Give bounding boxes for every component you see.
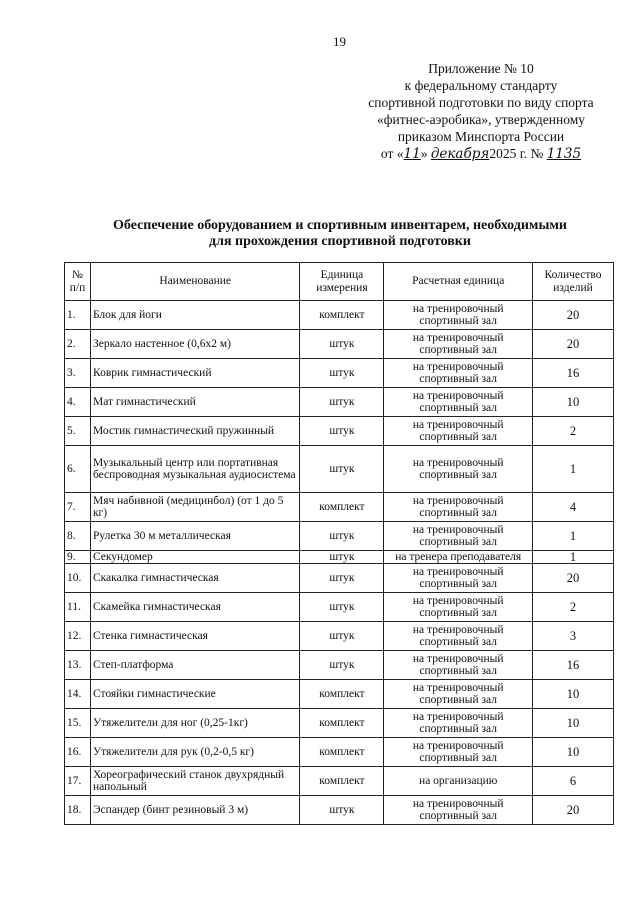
item-calc-unit: на тренировочный спортивный зал xyxy=(384,796,533,825)
table-row xyxy=(65,680,614,709)
item-quantity: 20 xyxy=(533,796,614,825)
table-row xyxy=(65,796,614,825)
item-calc-unit: на тренировочный спортивный зал xyxy=(384,446,533,493)
item-unit: комплект xyxy=(300,767,384,796)
table-row xyxy=(65,564,614,593)
item-name: Стояйки гимнастические xyxy=(90,680,300,709)
item-unit: комплект xyxy=(300,738,384,767)
table-header-row xyxy=(65,263,614,301)
item-quantity: 10 xyxy=(533,680,614,709)
row-number: 1. xyxy=(65,301,91,330)
row-number: 3. xyxy=(65,359,91,388)
item-quantity: 10 xyxy=(533,709,614,738)
item-unit: штук xyxy=(300,651,384,680)
row-number: 4. xyxy=(65,388,91,417)
row-number: 11. xyxy=(65,593,91,622)
item-calc-unit: на тренировочный спортивный зал xyxy=(384,522,533,551)
item-unit: комплект xyxy=(300,709,384,738)
item-quantity: 6 xyxy=(533,767,614,796)
appendix-line: к федеральному стандарту xyxy=(404,78,558,93)
item-unit: штук xyxy=(300,359,384,388)
item-calc-unit: на тренировочный спортивный зал xyxy=(384,330,533,359)
item-name: Степ-платформа xyxy=(90,651,300,680)
row-number: 2. xyxy=(65,330,91,359)
table-row xyxy=(65,359,614,388)
item-unit: штук xyxy=(300,593,384,622)
item-name: Скамейка гимнастическая xyxy=(90,593,300,622)
item-unit: штук xyxy=(300,796,384,825)
table-row xyxy=(65,301,614,330)
header-calc-unit: Расчетная единица xyxy=(384,263,533,301)
handwritten-number: 1135 xyxy=(546,146,582,162)
appendix-line: «фитнес-аэробика», утвержденному xyxy=(377,112,585,127)
item-quantity: 10 xyxy=(533,388,614,417)
date-mid: » xyxy=(420,146,428,161)
row-number: 12. xyxy=(65,622,91,651)
table-row xyxy=(65,522,614,551)
item-unit: штук xyxy=(300,330,384,359)
header-name: Наименование xyxy=(90,263,300,301)
item-unit: штук xyxy=(300,446,384,493)
item-unit: комплект xyxy=(300,680,384,709)
item-unit: штук xyxy=(300,564,384,593)
item-quantity: 2 xyxy=(533,593,614,622)
table-row xyxy=(65,417,614,446)
item-quantity: 2 xyxy=(533,417,614,446)
title-line: Обеспечение оборудованием и спортивным инвентарем, необходимыми xyxy=(113,218,567,233)
row-number: 6. xyxy=(65,446,91,493)
item-name: Рулетка 30 м металлическая xyxy=(90,522,300,551)
row-number: 18. xyxy=(65,796,91,825)
item-calc-unit: на тренировочный спортивный зал xyxy=(384,417,533,446)
appendix-header xyxy=(340,60,622,163)
item-name: Секундомер xyxy=(90,551,300,564)
table-row xyxy=(65,622,614,651)
item-quantity: 16 xyxy=(533,359,614,388)
table-row xyxy=(65,388,614,417)
table-row xyxy=(65,551,614,564)
row-number: 7. xyxy=(65,493,91,522)
handwritten-month: декабря xyxy=(430,146,490,162)
item-calc-unit: на тренировочный спортивный зал xyxy=(384,709,533,738)
item-name: Стенка гимнастическая xyxy=(90,622,300,651)
handwritten-day: 11 xyxy=(403,146,421,162)
row-number: 13. xyxy=(65,651,91,680)
item-name: Скакалка гимнастическая xyxy=(90,564,300,593)
item-name: Мяч набивной (медицинбол) (от 1 до 5 кг) xyxy=(90,493,300,522)
row-number: 17. xyxy=(65,767,91,796)
item-quantity: 4 xyxy=(533,493,614,522)
item-calc-unit: на тренировочный спортивный зал xyxy=(384,593,533,622)
header-quantity: Количество изделий xyxy=(533,263,614,301)
table-row xyxy=(65,593,614,622)
item-name: Музыкальный центр или портативная беспроводная музыкальная аудиосистема xyxy=(90,446,300,493)
table-row xyxy=(65,709,614,738)
item-name: Утяжелители для рук (0,2-0,5 кг) xyxy=(90,738,300,767)
item-quantity: 1 xyxy=(533,522,614,551)
item-name: Мат гимнастический xyxy=(90,388,300,417)
item-quantity: 10 xyxy=(533,738,614,767)
appendix-line: приказом Минспорта России xyxy=(397,129,565,144)
item-calc-unit: на тренировочный спортивный зал xyxy=(384,651,533,680)
page-number: 19 xyxy=(333,34,346,49)
item-unit: комплект xyxy=(300,493,384,522)
item-calc-unit: на тренировочный спортивный зал xyxy=(384,359,533,388)
equipment-table xyxy=(64,262,614,825)
item-quantity: 3 xyxy=(533,622,614,651)
item-unit: штук xyxy=(300,417,384,446)
item-calc-unit: на тренировочный спортивный зал xyxy=(384,680,533,709)
order-date-line xyxy=(340,145,622,163)
row-number: 9. xyxy=(65,551,91,564)
item-calc-unit: на тренировочный спортивный зал xyxy=(384,493,533,522)
item-calc-unit: на тренировочный спортивный зал xyxy=(384,301,533,330)
document-title xyxy=(60,218,620,250)
item-quantity: 16 xyxy=(533,651,614,680)
header-unit: Единица измерения xyxy=(300,263,384,301)
item-name: Эспандер (бинт резиновый 3 м) xyxy=(90,796,300,825)
table-row xyxy=(65,330,614,359)
row-number: 16. xyxy=(65,738,91,767)
item-name: Коврик гимнастический xyxy=(90,359,300,388)
item-unit: комплект xyxy=(300,301,384,330)
item-quantity: 1 xyxy=(533,551,614,564)
item-quantity: 20 xyxy=(533,564,614,593)
header-number: № п/п xyxy=(65,263,91,301)
item-unit: штук xyxy=(300,522,384,551)
row-number: 10. xyxy=(65,564,91,593)
appendix-line: Приложение № 10 xyxy=(428,61,534,76)
item-name: Хореографический станок двухрядный напольный xyxy=(90,767,300,796)
table-row xyxy=(65,493,614,522)
row-number: 14. xyxy=(65,680,91,709)
item-name: Зеркало настенное (0,6х2 м) xyxy=(90,330,300,359)
table-row xyxy=(65,446,614,493)
date-prefix: от « xyxy=(380,146,404,161)
item-calc-unit: на тренировочный спортивный зал xyxy=(384,738,533,767)
item-name: Блок для йоги xyxy=(90,301,300,330)
item-calc-unit: на тренера преподавателя xyxy=(384,551,533,564)
table-row xyxy=(65,767,614,796)
year-text: 2025 г. № xyxy=(489,146,544,161)
item-quantity: 1 xyxy=(533,446,614,493)
row-number: 15. xyxy=(65,709,91,738)
item-name: Мостик гимнастический пружинный xyxy=(90,417,300,446)
appendix-line: спортивной подготовки по виду спорта xyxy=(368,95,594,110)
item-calc-unit: на тренировочный спортивный зал xyxy=(384,388,533,417)
item-calc-unit: на тренировочный спортивный зал xyxy=(384,564,533,593)
item-quantity: 20 xyxy=(533,330,614,359)
item-calc-unit: на организацию xyxy=(384,767,533,796)
item-name: Утяжелители для ног (0,25-1кг) xyxy=(90,709,300,738)
row-number: 8. xyxy=(65,522,91,551)
title-line: для прохождения спортивной подготовки xyxy=(209,234,471,249)
table-row xyxy=(65,738,614,767)
item-unit: штук xyxy=(300,551,384,564)
row-number: 5. xyxy=(65,417,91,446)
item-calc-unit: на тренировочный спортивный зал xyxy=(384,622,533,651)
table-row xyxy=(65,651,614,680)
item-unit: штук xyxy=(300,388,384,417)
item-unit: штук xyxy=(300,622,384,651)
item-quantity: 20 xyxy=(533,301,614,330)
